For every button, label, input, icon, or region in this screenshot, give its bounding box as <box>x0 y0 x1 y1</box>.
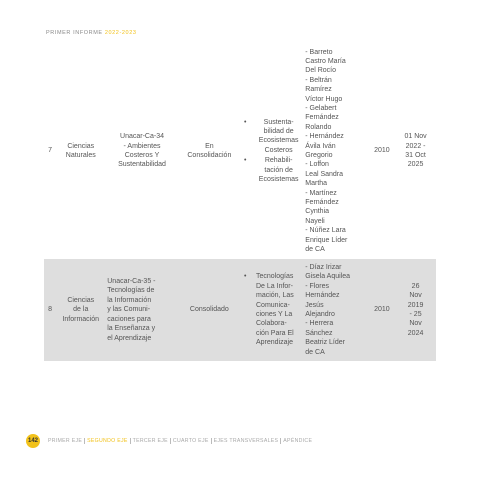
page-number-badge: 142 <box>26 434 40 448</box>
chapter-link-tercer-eje[interactable]: TERCER EJE <box>130 438 170 444</box>
creation-year: 2010 <box>369 44 396 259</box>
chapter-link-apendice[interactable]: APÉNDICE <box>280 438 314 444</box>
research-lines <box>240 259 303 362</box>
consolidation-status: En Consolidación <box>179 44 240 259</box>
consolidation-status: Consolidado <box>179 259 240 362</box>
chapter-nav <box>46 438 314 444</box>
research-line-item: • Sustenta- bilidad de Ecosistemas Costeros <box>242 118 301 156</box>
validity-dates: 26 Nov 2019 - 25 Nov 2024 <box>395 259 436 362</box>
research-line-item: • Tecnologías De La Infor- mación, Las Comunica- ciones Y La Colabora- ción Para El Aprendizaje <box>242 272 301 347</box>
table-row <box>44 44 436 259</box>
chapter-link-ejes-transversales[interactable]: EJES TRANSVERSALES <box>211 438 281 444</box>
research-groups-table <box>44 44 436 361</box>
research-line-item: • Rehabili- tación de Ecosistemas <box>242 156 301 184</box>
knowledge-area: Ciencias de la Información <box>56 259 105 362</box>
validity-dates: 01 Nov 2022 - 31 Oct 2025 <box>395 44 436 259</box>
row-number: 8 <box>44 259 56 362</box>
report-years: 2022-2023 <box>104 30 137 36</box>
research-lines <box>240 44 303 259</box>
chapter-link-cuarto-eje[interactable]: CUARTO EJE <box>170 438 211 444</box>
chapter-link-segundo-eje[interactable]: SEGUNDO EJE <box>84 438 129 444</box>
chapter-link-primer-eje[interactable]: PRIMER EJE <box>48 438 83 444</box>
knowledge-area: Ciencias Naturales <box>56 44 105 259</box>
members-list: - Díaz Irizar Gisela Aquilea - Flores Hernández Jesús Alejandro - Herrera Sánchez Beatriz Líder de CA <box>303 259 368 362</box>
report-header <box>46 30 137 36</box>
academic-body-name: Unacar-Ca-35 - Tecnologías de la Información y las Comuni- caciones para la Enseñanza y el Aprendizaje <box>105 259 179 362</box>
creation-year: 2010 <box>369 259 396 362</box>
academic-body-name: Unacar-Ca-34 - Ambientes Costeros Y Sustentabilidad <box>105 44 179 259</box>
table-row <box>44 259 436 362</box>
page-footer <box>26 434 314 448</box>
members-list: - Barreto Castro María Del Rocío - Beltrán Ramírez Víctor Hugo - Gelabert Fernández Rolando - Hernández Ávila Iván Gregorio - Loffon Leal Sandra Martha - Martínez Fernández Cynthia Nayeli - Núñez Lara Enrique Líder de CA <box>303 44 368 259</box>
report-title: PRIMER INFORME <box>46 30 103 36</box>
row-number: 7 <box>44 44 56 259</box>
